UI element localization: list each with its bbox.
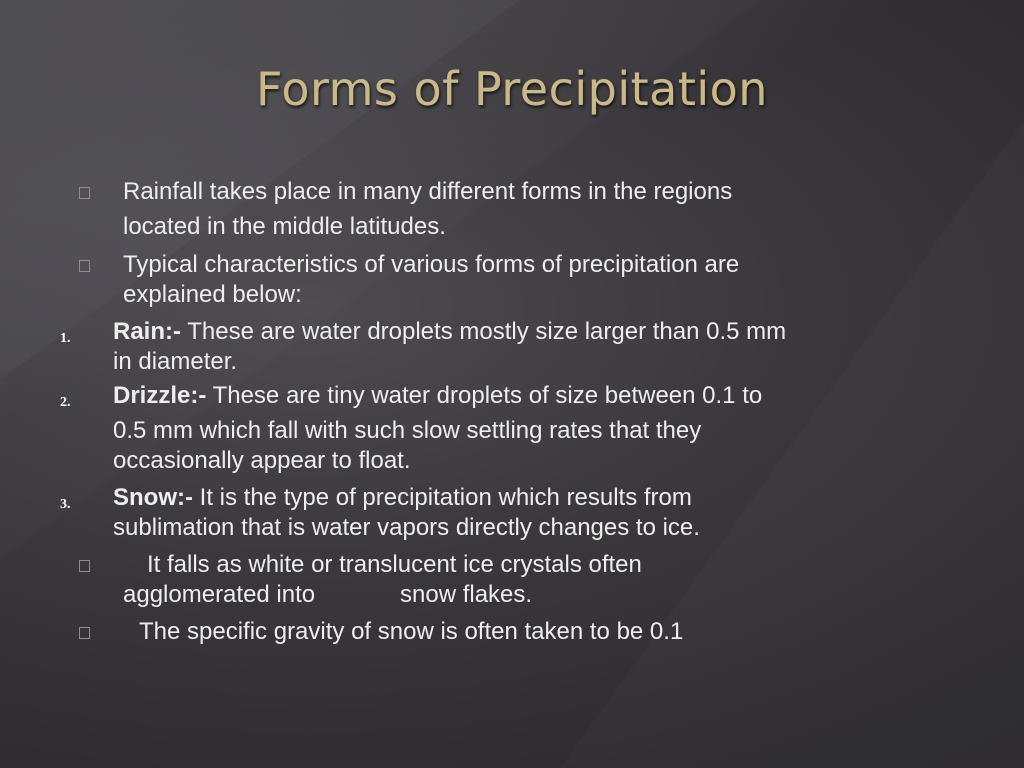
snow-term: Snow:- (113, 484, 193, 511)
snow-bullet-line-1: It falls as white or translucent ice crystals often (147, 551, 642, 578)
bullet-2-line-1: Typical characteristics of various forms of precipitation are (123, 251, 740, 278)
rain-line-1 (113, 317, 786, 347)
snow-text: It is the type of precipitation which results from (192, 484, 692, 511)
snow-bullet-line-2b: snow flakes. (400, 581, 533, 608)
square-bullet-icon (79, 627, 90, 639)
slide-title: Forms of Precipitation (256, 62, 768, 116)
square-bullet-icon (79, 560, 90, 572)
specific-gravity-line: The specific gravity of snow is often taken to be 0.1 (139, 618, 684, 645)
list-number: 1. (60, 331, 71, 346)
snow-bullet-line-2a: agglomerated into (123, 581, 316, 608)
bullet-1-line-2: located in the middle latitudes. (123, 213, 446, 240)
list-number: 2. (60, 395, 71, 410)
square-bullet-icon (79, 187, 90, 199)
bullet-2-line-2: explained below: (123, 281, 302, 308)
drizzle-text: These are tiny water droplets of size between 0.1 to (206, 382, 763, 409)
drizzle-line-3: occasionally appear to float. (113, 447, 411, 474)
rain-line-2: in diameter. (113, 348, 238, 375)
snow-line-2: sublimation that is water vapors directly changes to ice. (113, 514, 700, 541)
bullet-1-line-1: Rainfall takes place in many different forms in the regions (123, 178, 733, 205)
list-number: 3. (60, 497, 71, 512)
rain-text: These are water droplets mostly size larger than 0.5 mm (181, 318, 787, 345)
drizzle-line-1 (113, 381, 762, 411)
square-bullet-icon (79, 260, 90, 272)
drizzle-term: Drizzle:- (113, 382, 207, 409)
snow-line-1 (113, 483, 692, 513)
rain-term: Rain:- (113, 318, 181, 345)
drizzle-line-2: 0.5 mm which fall with such slow settling rates that they (113, 417, 702, 444)
